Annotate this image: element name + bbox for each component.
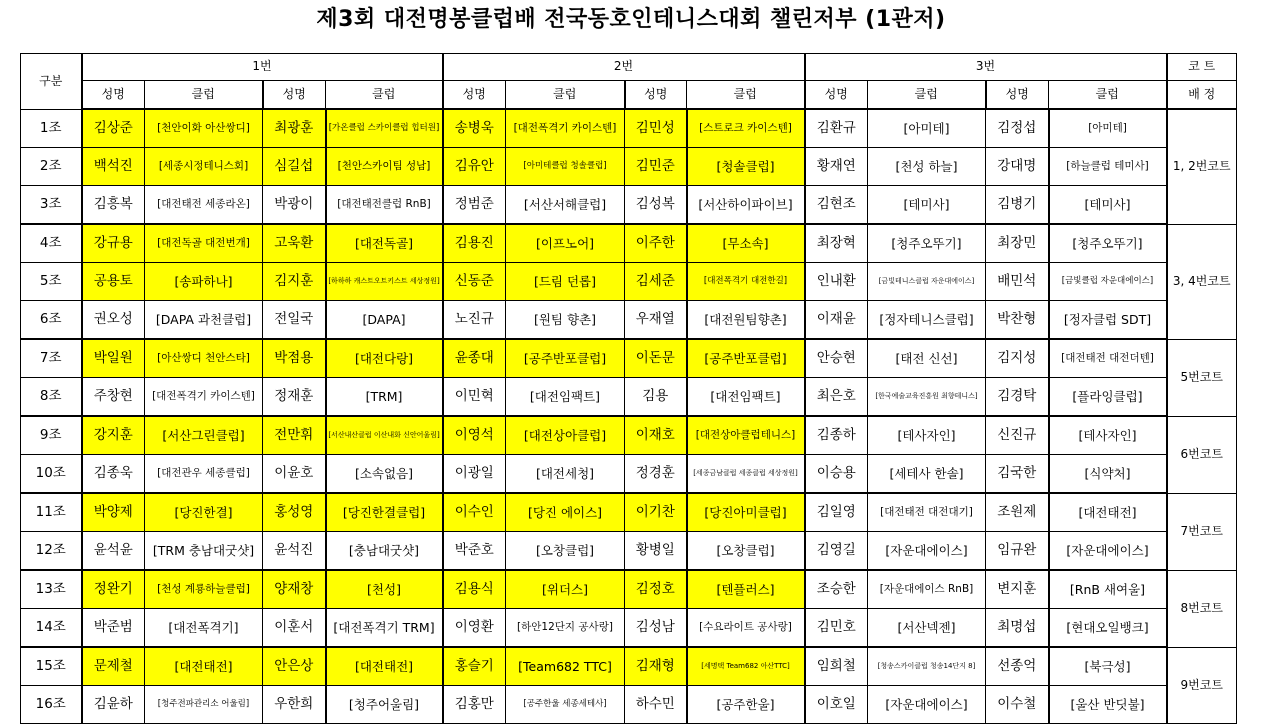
table-row <box>21 455 1237 494</box>
player-club: [서산내산클럽 이산내화 신안어울림] <box>326 416 443 455</box>
player-name: 이수철 <box>986 686 1049 724</box>
player-club: [공주반포클럽] <box>687 339 805 378</box>
player-club: [오창클럽] <box>506 532 625 571</box>
player-name: 박양제 <box>82 493 145 532</box>
player-name: 김현조 <box>805 186 868 225</box>
player-name: 김흥복 <box>82 186 145 225</box>
player-club: [천성 하늘] <box>868 148 986 186</box>
player-club: [테미사] <box>868 186 986 225</box>
name-header: 성명 <box>82 81 145 110</box>
player-club: [가온클럽 스카이클럽 힙터원] <box>326 109 443 148</box>
player-name: 임희철 <box>805 647 868 686</box>
player-club: [아미테클럽 청솔클럽] <box>506 148 625 186</box>
player-name: 김경탁 <box>986 378 1049 417</box>
player-name: 정재훈 <box>263 378 326 417</box>
player-name: 박준범 <box>82 609 145 648</box>
player-club: [현대오일뱅크] <box>1049 609 1167 648</box>
player-name: 강규용 <box>82 224 145 263</box>
player-club: [당진한결클럽] <box>326 493 443 532</box>
player-club: [천안스카이팀 성남] <box>326 148 443 186</box>
player-name: 정완기 <box>82 570 145 609</box>
court-header-bottom: 배 정 <box>1167 81 1237 110</box>
player-name: 이영석 <box>443 416 506 455</box>
page-title: 제3회 대전명봉클럽배 전국동호인테니스대회 챌린저부 (1관저) <box>316 7 946 32</box>
header-row-2 <box>21 81 1237 110</box>
player-name: 황재연 <box>805 148 868 186</box>
player-club: [DAPA 과천클럽] <box>145 301 263 340</box>
group-cell: 4조 <box>21 224 82 263</box>
section-header-2: 2번 <box>443 54 805 81</box>
draw-table <box>20 53 1237 724</box>
player-name: 김용식 <box>443 570 506 609</box>
player-club: [대전상아클럽] <box>506 416 625 455</box>
player-club: [수요라이트 공사랑] <box>687 609 805 648</box>
player-name: 이수인 <box>443 493 506 532</box>
player-club: [서산하이파이브] <box>687 186 805 225</box>
group-cell: 15조 <box>21 647 82 686</box>
player-name: 김종욱 <box>82 455 145 494</box>
player-name: 김정호 <box>625 570 687 609</box>
player-club: [대전폭격기 TRM] <box>326 609 443 648</box>
player-name: 강대명 <box>986 148 1049 186</box>
group-cell: 3조 <box>21 186 82 225</box>
player-club: [세명택 Team682 아산TTC] <box>687 647 805 686</box>
player-club: [당진 에이스] <box>506 493 625 532</box>
player-name: 이훈서 <box>263 609 326 648</box>
player-club: [무소속] <box>687 224 805 263</box>
player-club: [태전 신선] <box>868 339 986 378</box>
player-club: [대전폭격기 카이스텐] <box>145 378 263 417</box>
player-club: [서산서해클럽] <box>506 186 625 225</box>
player-club: [스트로크 카이스텐] <box>687 109 805 148</box>
player-name: 조승한 <box>805 570 868 609</box>
player-name: 이민혁 <box>443 378 506 417</box>
player-name: 노진규 <box>443 301 506 340</box>
player-club: [금빛클럽 자운대에이스] <box>1049 263 1167 301</box>
player-club: [대전독골] <box>326 224 443 263</box>
player-name: 이재윤 <box>805 301 868 340</box>
player-name: 김홍만 <box>443 686 506 724</box>
player-club: [하안12단지 공사랑] <box>506 609 625 648</box>
player-name: 이광일 <box>443 455 506 494</box>
group-cell: 5조 <box>21 263 82 301</box>
player-name: 김윤하 <box>82 686 145 724</box>
section-header-1: 1번 <box>82 54 443 81</box>
player-club: [천성 계룡하늘클럽] <box>145 570 263 609</box>
player-name: 김성복 <box>625 186 687 225</box>
player-club: [대전세청] <box>506 455 625 494</box>
player-club: [소속없음] <box>326 455 443 494</box>
group-cell: 13조 <box>21 570 82 609</box>
player-club: [대전태전 세종라온] <box>145 186 263 225</box>
player-club: [오창클럽] <box>687 532 805 571</box>
player-club: [대전태전 대전대기] <box>868 493 986 532</box>
group-cell: 1조 <box>21 109 82 148</box>
player-name: 공용토 <box>82 263 145 301</box>
player-club: [아미테] <box>868 109 986 148</box>
player-name: 윤석진 <box>263 532 326 571</box>
player-name: 정범준 <box>443 186 506 225</box>
player-name: 이기찬 <box>625 493 687 532</box>
name-header: 성명 <box>443 81 506 110</box>
player-name: 황병일 <box>625 532 687 571</box>
player-club: [대전다랑] <box>326 339 443 378</box>
player-club: [대전관우 세종클럽] <box>145 455 263 494</box>
player-club: [대전임팩트] <box>687 378 805 417</box>
player-name: 배민석 <box>986 263 1049 301</box>
player-club: [테미사] <box>1049 186 1167 225</box>
table-row <box>21 532 1237 571</box>
player-club: [드림 던롭] <box>506 263 625 301</box>
player-club: [정자테니스클럽] <box>868 301 986 340</box>
court-assignment: 6번코트 <box>1167 416 1237 493</box>
player-club: [대전상아클럽테니스] <box>687 416 805 455</box>
group-cell: 6조 <box>21 301 82 340</box>
group-cell: 9조 <box>21 416 82 455</box>
player-name: 심길섭 <box>263 148 326 186</box>
player-name: 김국한 <box>986 455 1049 494</box>
player-name: 박점용 <box>263 339 326 378</box>
table-row <box>21 686 1237 724</box>
name-header: 성명 <box>986 81 1049 110</box>
table-row <box>21 263 1237 301</box>
player-club: [이프노어] <box>506 224 625 263</box>
player-name: 양재창 <box>263 570 326 609</box>
player-name: 강지훈 <box>82 416 145 455</box>
player-club: [청송스카이클럽 청송14단지 8] <box>868 647 986 686</box>
player-club: [천성] <box>326 570 443 609</box>
player-name: 김정섭 <box>986 109 1049 148</box>
player-name: 조원제 <box>986 493 1049 532</box>
club-header: 클럽 <box>145 81 263 110</box>
player-name: 박일원 <box>82 339 145 378</box>
player-name: 김상준 <box>82 109 145 148</box>
player-club: [자운대에이스 RnB] <box>868 570 986 609</box>
court-assignment: 7번코트 <box>1167 493 1237 570</box>
player-name: 김용진 <box>443 224 506 263</box>
player-club: [테사자인] <box>868 416 986 455</box>
table-row <box>21 224 1237 263</box>
player-name: 최광훈 <box>263 109 326 148</box>
table-row <box>21 493 1237 532</box>
player-club: [테사자인] <box>1049 416 1167 455</box>
player-name: 김일영 <box>805 493 868 532</box>
player-name: 이주한 <box>625 224 687 263</box>
player-name: 이호일 <box>805 686 868 724</box>
player-club: [세종금남클럽 세종클럽 세상정원] <box>687 455 805 494</box>
player-name: 최장혁 <box>805 224 868 263</box>
player-name: 김영길 <box>805 532 868 571</box>
player-name: 이윤호 <box>263 455 326 494</box>
player-club: [충남대굿샷] <box>326 532 443 571</box>
player-club: [대전폭격기 대전한길] <box>687 263 805 301</box>
player-name: 이승용 <box>805 455 868 494</box>
club-header: 클럽 <box>868 81 986 110</box>
player-club: [대전폭격기 카이스텐] <box>506 109 625 148</box>
club-header: 클럽 <box>326 81 443 110</box>
court-assignment: 1, 2번코트 <box>1167 109 1237 224</box>
player-name: 박찬형 <box>986 301 1049 340</box>
table-row <box>21 416 1237 455</box>
player-club: [송파하나] <box>145 263 263 301</box>
club-header: 클럽 <box>506 81 625 110</box>
player-club: [대전독골 대전번개] <box>145 224 263 263</box>
player-club: [텐플러스] <box>687 570 805 609</box>
player-club: [아산쌍디 천안스타] <box>145 339 263 378</box>
player-club: [TRM] <box>326 378 443 417</box>
player-name: 안승현 <box>805 339 868 378</box>
club-header: 클럽 <box>1049 81 1167 110</box>
court-assignment: 3, 4번코트 <box>1167 224 1237 339</box>
court-header-top: 코 트 <box>1167 54 1237 81</box>
player-name: 전일국 <box>263 301 326 340</box>
player-name: 변지훈 <box>986 570 1049 609</box>
player-name: 윤석윤 <box>82 532 145 571</box>
table-row <box>21 186 1237 225</box>
player-name: 우재열 <box>625 301 687 340</box>
player-club: [당진아미클럽] <box>687 493 805 532</box>
header-row-1 <box>21 54 1237 81</box>
player-name: 주창현 <box>82 378 145 417</box>
player-name: 최명섭 <box>986 609 1049 648</box>
player-club: [한국예술교육진흥원 최향테니스] <box>868 378 986 417</box>
player-name: 홍슬기 <box>443 647 506 686</box>
player-club: [위더스] <box>506 570 625 609</box>
court-assignment: 9번코트 <box>1167 647 1237 724</box>
table-row <box>21 609 1237 648</box>
player-name: 우한희 <box>263 686 326 724</box>
player-club: [원팀 향촌] <box>506 301 625 340</box>
name-header: 성명 <box>805 81 868 110</box>
club-header: 클럽 <box>687 81 805 110</box>
player-name: 선종억 <box>986 647 1049 686</box>
player-name: 전만휘 <box>263 416 326 455</box>
group-cell: 7조 <box>21 339 82 378</box>
player-club: [하늘클럽 테미사] <box>1049 148 1167 186</box>
player-club: [정자클럽 SDT] <box>1049 301 1167 340</box>
player-club: [자운대에이스] <box>868 532 986 571</box>
player-name: 김종하 <box>805 416 868 455</box>
player-name: 김지성 <box>986 339 1049 378</box>
player-club: [RnB 새여울] <box>1049 570 1167 609</box>
player-club: [세테사 한솔] <box>868 455 986 494</box>
player-club: [대전태전] <box>326 647 443 686</box>
player-name: 권오성 <box>82 301 145 340</box>
table-row <box>21 109 1237 148</box>
player-name: 김환규 <box>805 109 868 148</box>
player-name: 이돈문 <box>625 339 687 378</box>
player-name: 김지훈 <box>263 263 326 301</box>
group-cell: 10조 <box>21 455 82 494</box>
court-assignment: 5번코트 <box>1167 339 1237 416</box>
player-club: [자운대에이스] <box>1049 532 1167 571</box>
player-name: 송병욱 <box>443 109 506 148</box>
player-club: [울산 반딧불] <box>1049 686 1167 724</box>
player-club: [청주전파관리소 어울림] <box>145 686 263 724</box>
player-name: 최장민 <box>986 224 1049 263</box>
player-name: 최은호 <box>805 378 868 417</box>
player-club: [서산그린클럽] <box>145 416 263 455</box>
player-club: [Team682 TTC] <box>506 647 625 686</box>
group-cell: 2조 <box>21 148 82 186</box>
player-club: [자운대에이스] <box>868 686 986 724</box>
player-club: [아미테] <box>1049 109 1167 148</box>
player-club: [플라잉클럽] <box>1049 378 1167 417</box>
player-name: 박준호 <box>443 532 506 571</box>
player-club: [공주한울 세종세테사] <box>506 686 625 724</box>
player-name: 임규완 <box>986 532 1049 571</box>
player-name: 김유안 <box>443 148 506 186</box>
player-name: 박광이 <box>263 186 326 225</box>
player-name: 정경훈 <box>625 455 687 494</box>
player-club: [공주한울] <box>687 686 805 724</box>
group-cell: 14조 <box>21 609 82 648</box>
player-name: 신진규 <box>986 416 1049 455</box>
player-club: [천안이화 아산쌍디] <box>145 109 263 148</box>
table-row <box>21 378 1237 417</box>
player-club: [청주오뚜기] <box>1049 224 1167 263</box>
name-header: 성명 <box>263 81 326 110</box>
court-assignment: 8번코트 <box>1167 570 1237 647</box>
player-name: 김용 <box>625 378 687 417</box>
player-club: [청솔클럽] <box>687 148 805 186</box>
table-row <box>21 339 1237 378</box>
group-cell: 12조 <box>21 532 82 571</box>
player-club: [대전태전클럽 RnB] <box>326 186 443 225</box>
player-name: 신동준 <box>443 263 506 301</box>
player-name: 고욱환 <box>263 224 326 263</box>
player-name: 김재형 <box>625 647 687 686</box>
player-club: [청주어울림] <box>326 686 443 724</box>
group-cell: 16조 <box>21 686 82 724</box>
player-name: 안은상 <box>263 647 326 686</box>
table-row <box>21 301 1237 340</box>
player-club: [청주오뚜기] <box>868 224 986 263</box>
table-row <box>21 148 1237 186</box>
player-club: [대전임팩트] <box>506 378 625 417</box>
player-club: [공주반포클럽] <box>506 339 625 378</box>
player-club: [DAPA] <box>326 301 443 340</box>
player-name: 김민준 <box>625 148 687 186</box>
player-name: 김병기 <box>986 186 1049 225</box>
table-row <box>21 570 1237 609</box>
group-cell: 8조 <box>21 378 82 417</box>
player-club: [대전폭격기] <box>145 609 263 648</box>
group-cell: 11조 <box>21 493 82 532</box>
player-club: [당진한결] <box>145 493 263 532</box>
player-club: [하하하 캐스트오트키스트 세상정원] <box>326 263 443 301</box>
player-club: [대전태전] <box>145 647 263 686</box>
player-name: 문제철 <box>82 647 145 686</box>
player-name: 김민호 <box>805 609 868 648</box>
player-club: [TRM 충남대굿샷] <box>145 532 263 571</box>
group-header: 구분 <box>21 54 82 110</box>
player-name: 홍성영 <box>263 493 326 532</box>
player-club: [서산넥젠] <box>868 609 986 648</box>
player-name: 김민성 <box>625 109 687 148</box>
player-name: 윤종대 <box>443 339 506 378</box>
player-club: [북극성] <box>1049 647 1167 686</box>
player-club: [대전태전] <box>1049 493 1167 532</box>
player-name: 김세준 <box>625 263 687 301</box>
player-name: 이재호 <box>625 416 687 455</box>
name-header: 성명 <box>625 81 687 110</box>
player-club: [대전태전 대전더텐] <box>1049 339 1167 378</box>
player-club: [금빛테니스클럽 자운대에이스] <box>868 263 986 301</box>
player-name: 김성남 <box>625 609 687 648</box>
player-name: 이영환 <box>443 609 506 648</box>
player-club: [세종시정테니스회] <box>145 148 263 186</box>
player-club: [식약처] <box>1049 455 1167 494</box>
player-name: 백석진 <box>82 148 145 186</box>
section-header-3: 3번 <box>805 54 1167 81</box>
player-club: [대전원팀향촌] <box>687 301 805 340</box>
player-name: 인내환 <box>805 263 868 301</box>
player-name: 하수민 <box>625 686 687 724</box>
table-row <box>21 647 1237 686</box>
